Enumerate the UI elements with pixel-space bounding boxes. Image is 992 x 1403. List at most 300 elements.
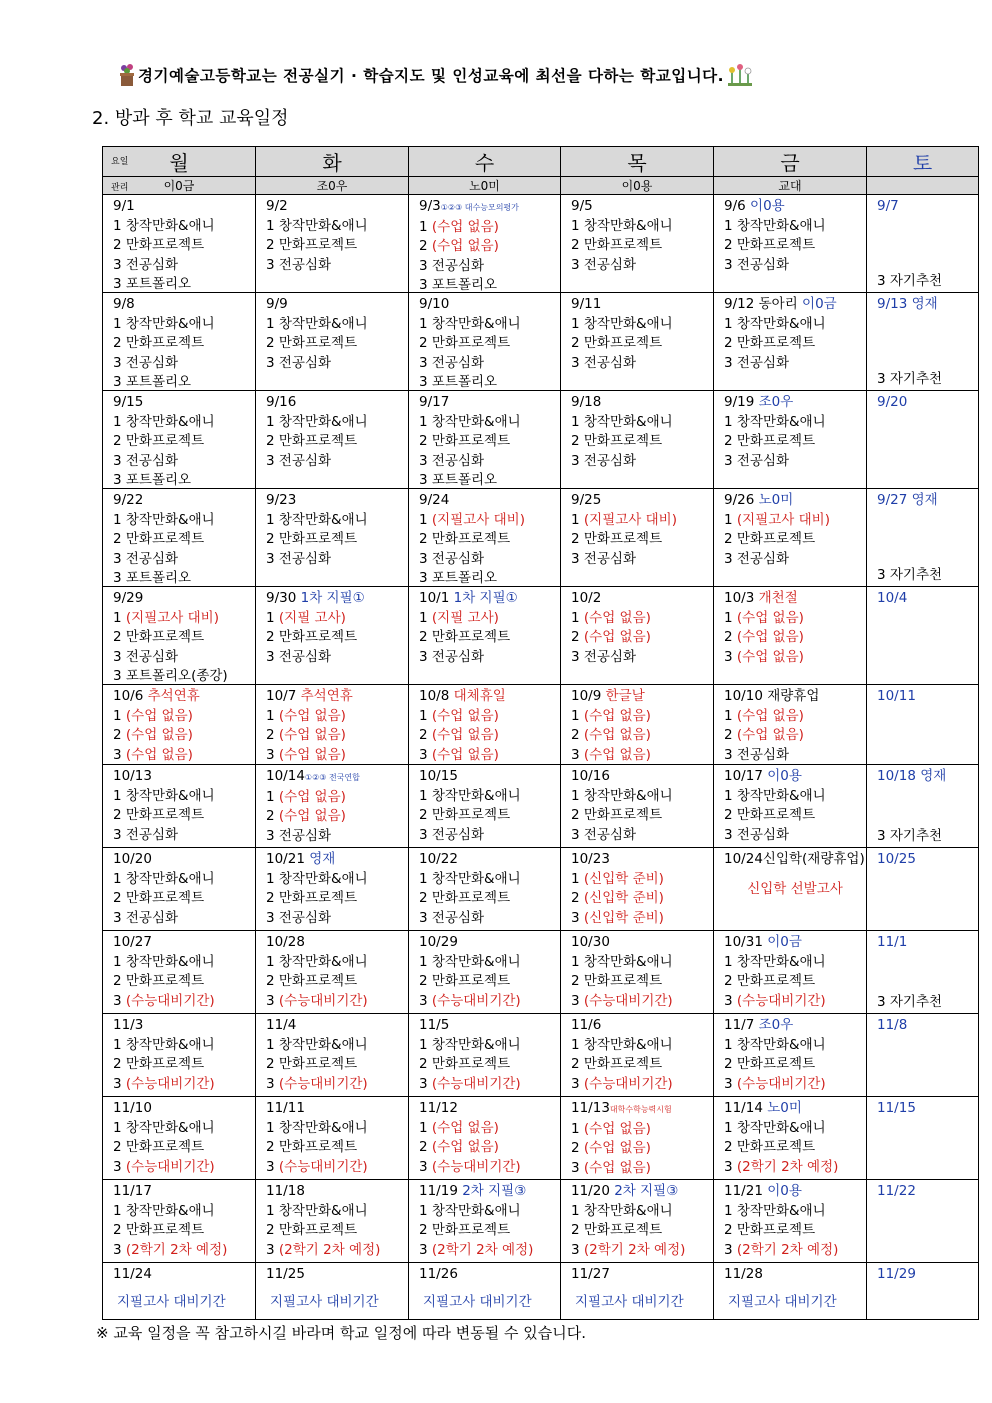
- day-cell-content: [867, 1097, 978, 1179]
- class-text: 3 전공심화: [113, 909, 179, 926]
- day-cell: [256, 848, 409, 931]
- class-line: [266, 354, 408, 374]
- class-text: 3 전공심화: [419, 257, 485, 274]
- class-line: [113, 452, 255, 472]
- day-cell: [561, 293, 714, 391]
- date-note: 조0우: [758, 394, 794, 410]
- class-line: [266, 746, 408, 766]
- class-status: (수능대비기간): [125, 1075, 215, 1092]
- day-cell-content: [256, 293, 408, 390]
- date-label: 10/17: [724, 768, 763, 784]
- week-row: [103, 848, 979, 931]
- day-cell-content: [256, 1180, 408, 1262]
- date-line: [266, 767, 408, 788]
- date-label: 11/6: [571, 1017, 602, 1033]
- week-row: [103, 1014, 979, 1097]
- class-line: [419, 909, 560, 929]
- week-row: [103, 1180, 979, 1263]
- class-text: 3: [266, 1158, 279, 1175]
- class-line: [113, 707, 255, 727]
- date-line: [419, 1099, 560, 1119]
- date-line: [113, 1016, 255, 1036]
- class-text: 3 전공심화: [266, 909, 332, 926]
- date-note: 대학수학능력시험: [609, 1105, 672, 1114]
- date-label: 9/25: [571, 492, 602, 508]
- class-line: [724, 1138, 866, 1158]
- class-line: [419, 870, 560, 890]
- day-cell-content: [409, 489, 560, 586]
- class-line: [113, 550, 255, 570]
- date-note: 이0용: [767, 768, 802, 784]
- class-line: [266, 452, 408, 472]
- date-label: 10/18 영재: [877, 768, 947, 784]
- class-text: 2 만화프로젝트: [113, 237, 205, 253]
- day-cell: [256, 1014, 409, 1097]
- date-line: [571, 767, 713, 787]
- class-text: 3: [266, 1241, 279, 1258]
- class-text: 1 창작만화&애니: [724, 787, 826, 804]
- class-text: 3: [113, 992, 126, 1009]
- class-text: 1 창작만화&애니: [113, 511, 215, 528]
- class-status: (수업 없음): [278, 808, 346, 824]
- class-line: [571, 1139, 713, 1159]
- day-cell-content: [561, 587, 713, 684]
- class-line: [571, 256, 713, 276]
- class-text: 3: [419, 1075, 432, 1092]
- class-text: 2: [419, 1139, 432, 1155]
- day-cell: [867, 587, 979, 685]
- day-cell-content: [867, 765, 978, 847]
- day-cell-content: [409, 195, 560, 292]
- class-line: [724, 354, 866, 374]
- class-line: [266, 807, 408, 827]
- class-text: 3 전공심화: [419, 826, 485, 843]
- manager-thursday: 이0용: [561, 177, 714, 195]
- date-line: [266, 1182, 408, 1202]
- date-label: 11/7: [724, 1017, 755, 1033]
- date-label: 9/3: [419, 198, 441, 214]
- date-label: 9/17: [419, 394, 450, 410]
- day-cell: [409, 1097, 561, 1180]
- class-text: 3: [419, 746, 432, 763]
- date-line: [266, 197, 408, 217]
- class-line: [266, 992, 408, 1012]
- day-cell-content: [561, 765, 713, 847]
- class-text: 1 창작만화&애니: [419, 1036, 521, 1053]
- date-line: [724, 767, 866, 787]
- class-line: [571, 354, 713, 374]
- day-cell-content: [409, 848, 560, 930]
- exam-period: 지필고사 대비기간: [728, 1293, 837, 1310]
- date-line: [571, 850, 713, 870]
- class-text: 2: [571, 890, 584, 906]
- class-text: 3 전공심화: [571, 550, 637, 567]
- class-text: 1: [571, 707, 584, 724]
- class-status: (지필 고사): [278, 609, 346, 626]
- class-line: [419, 1241, 560, 1261]
- class-line: [266, 1075, 408, 1095]
- class-text: 2: [724, 727, 737, 743]
- date-note: 노0미: [767, 1100, 802, 1116]
- class-status: (수능대비기간): [736, 1075, 826, 1092]
- day-cell-content: [867, 931, 978, 1013]
- day-cell: [103, 1014, 256, 1097]
- class-text: 1: [266, 707, 279, 724]
- date-line: [266, 1265, 408, 1285]
- date-line: [724, 1265, 866, 1285]
- date-note: 이0용: [767, 1183, 802, 1199]
- class-text: 2 만화프로젝트: [724, 1139, 816, 1155]
- date-line: [266, 1016, 408, 1036]
- class-status: (수업 없음): [736, 609, 804, 626]
- day-cell-content: [409, 1014, 560, 1096]
- manager-label: 관리: [111, 183, 129, 193]
- class-status: (수업 없음): [736, 707, 804, 724]
- class-text: 2 만화프로젝트: [419, 629, 511, 645]
- class-status: (수능대비기간): [431, 1158, 521, 1175]
- class-line: [724, 992, 866, 1012]
- class-status: (수업 없음): [736, 727, 804, 743]
- class-text: 3: [724, 1158, 737, 1175]
- class-line: [571, 972, 713, 992]
- class-line: [266, 628, 408, 648]
- date-note: 영재: [309, 851, 336, 867]
- class-text: 2 만화프로젝트: [571, 433, 663, 449]
- class-status: (수업 없음): [431, 218, 499, 235]
- class-line: [419, 550, 560, 570]
- class-line: [419, 1158, 560, 1178]
- class-line: [724, 334, 866, 354]
- class-line: [113, 315, 255, 335]
- class-text: 2 만화프로젝트: [571, 807, 663, 823]
- class-text: 3: [571, 1075, 584, 1092]
- class-line: [724, 217, 866, 237]
- class-line: [571, 1159, 713, 1179]
- week-row: [103, 293, 979, 391]
- class-text: 1 창작만화&애니: [266, 870, 368, 887]
- date-line: [266, 393, 408, 413]
- class-text: 2 만화프로젝트: [724, 335, 816, 351]
- class-text: 1 창작만화&애니: [724, 413, 826, 430]
- day-cell-content: [867, 685, 978, 764]
- date-line: [419, 393, 560, 413]
- saturday-note: 3 자기추천: [877, 370, 943, 387]
- class-line: [419, 1055, 560, 1075]
- day-cell: [714, 587, 867, 685]
- class-text: 2 만화프로젝트: [419, 433, 511, 449]
- date-label: 9/11: [571, 296, 602, 312]
- class-line: [113, 628, 255, 648]
- class-text: 1: [571, 511, 584, 528]
- class-line: [113, 1055, 255, 1075]
- day-cell-content: [256, 765, 408, 847]
- date-label: 11/4: [266, 1017, 297, 1033]
- date-line: [724, 1182, 866, 1202]
- class-text: 2: [571, 1140, 584, 1156]
- class-text: 2: [571, 629, 584, 645]
- class-text: 3: [571, 746, 584, 763]
- class-line: [113, 889, 255, 909]
- day-cell-content: [256, 1097, 408, 1179]
- day-cell: [256, 1263, 409, 1320]
- class-line: [571, 1055, 713, 1075]
- date-note: 2차 지필③: [614, 1183, 679, 1199]
- class-line: [724, 452, 866, 472]
- class-line: [113, 992, 255, 1012]
- date-label: 10/24신입학(재량휴업): [724, 851, 865, 867]
- day-cell-content: [867, 848, 978, 930]
- date-label: 9/30: [266, 590, 297, 606]
- class-text: 2 만화프로젝트: [724, 531, 816, 547]
- class-text: 1: [419, 218, 432, 235]
- class-line: [571, 550, 713, 570]
- day-cell: [561, 685, 714, 765]
- class-text: 2 만화프로젝트: [724, 1222, 816, 1238]
- class-line: [571, 826, 713, 846]
- day-cell: [561, 1263, 714, 1320]
- day-cell-content: [714, 391, 866, 488]
- class-text: 1 창작만화&애니: [571, 217, 673, 234]
- class-text: 2 만화프로젝트: [113, 973, 205, 989]
- day-cell-content: [256, 1263, 408, 1319]
- class-text: 1 창작만화&애니: [419, 870, 521, 887]
- class-line: [571, 1036, 713, 1056]
- date-label: 9/13 영재: [877, 296, 938, 312]
- class-line: [266, 413, 408, 433]
- class-text: 3 전공심화: [724, 256, 790, 273]
- week-row: [103, 765, 979, 848]
- date-line: [877, 687, 978, 707]
- class-text: 3 전공심화: [113, 452, 179, 469]
- class-text: 2 만화프로젝트: [113, 335, 205, 351]
- class-text: 1: [113, 609, 126, 626]
- class-status: (수업 없음): [278, 746, 346, 763]
- class-status: (수능대비기간): [278, 992, 368, 1009]
- class-line: [266, 1036, 408, 1056]
- date-note: 노0미: [758, 492, 794, 508]
- date-note: ①②③ 전국연합: [304, 773, 360, 782]
- date-line: [266, 1099, 408, 1119]
- date-label: 11/12: [419, 1100, 458, 1116]
- date-note: 조0우: [758, 1017, 794, 1033]
- class-line: [571, 1120, 713, 1140]
- class-line: [419, 315, 560, 335]
- class-text: 2: [113, 727, 126, 743]
- date-label: 10/23: [571, 851, 610, 867]
- week-row: [103, 587, 979, 685]
- class-text: 3 포트폴리오(종강): [113, 668, 228, 684]
- class-line: [113, 530, 255, 550]
- day-cell: [561, 1097, 714, 1180]
- date-line: [571, 491, 713, 511]
- class-text: 2: [266, 808, 279, 824]
- day-cell: [103, 587, 256, 685]
- class-status: (수업 없음): [431, 727, 499, 743]
- date-line: [113, 1265, 255, 1285]
- day-cell: [561, 1180, 714, 1263]
- date-label: 9/24: [419, 492, 450, 508]
- date-label: 11/11: [266, 1100, 305, 1116]
- day-cell-content: [256, 1014, 408, 1096]
- class-line: [113, 909, 255, 929]
- class-line: [724, 1202, 866, 1222]
- class-text: 1: [266, 788, 279, 805]
- class-line: [113, 746, 255, 766]
- date-label: 10/8: [419, 688, 450, 704]
- class-text: 2 만화프로젝트: [571, 237, 663, 253]
- class-line: [266, 707, 408, 727]
- manager-friday: 교대: [714, 177, 867, 195]
- class-line: [419, 432, 560, 452]
- day-cell: [103, 1180, 256, 1263]
- class-line: [266, 550, 408, 570]
- class-status: (2학기 2차 예정): [736, 1158, 839, 1175]
- class-text: 1: [419, 511, 432, 528]
- day-cell-content: [103, 848, 255, 930]
- exam-period: 지필고사 대비기간: [270, 1293, 379, 1310]
- class-text: 3: [571, 1241, 584, 1258]
- day-cell: [867, 1097, 979, 1180]
- class-line: [571, 217, 713, 237]
- class-line: [266, 256, 408, 276]
- date-label: 9/12 동아리: [724, 296, 798, 312]
- class-text: 3 전공심화: [419, 354, 485, 371]
- class-text: 3 전공심화: [724, 550, 790, 567]
- class-line: [724, 1241, 866, 1261]
- date-line: [113, 1099, 255, 1119]
- class-line: [266, 1138, 408, 1158]
- date-label: 11/29: [877, 1266, 916, 1282]
- date-line: [113, 767, 255, 787]
- date-line: [877, 767, 978, 787]
- day-cell: [103, 765, 256, 848]
- date-line: [266, 850, 408, 870]
- date-line: [113, 393, 255, 413]
- class-text: 2 만화프로젝트: [266, 531, 358, 547]
- class-status: (지필고사 대비): [583, 511, 677, 528]
- class-line: [419, 806, 560, 826]
- day-cell: [867, 391, 979, 489]
- date-line: [419, 767, 560, 787]
- class-line: [266, 648, 408, 668]
- date-line: [419, 491, 560, 511]
- class-line: [113, 787, 255, 807]
- class-line: [266, 530, 408, 550]
- class-line: [419, 530, 560, 550]
- date-label: 11/3: [113, 1017, 144, 1033]
- day-cell: [103, 848, 256, 931]
- day-cell-content: [714, 1097, 866, 1179]
- class-text: 2 만화프로젝트: [724, 237, 816, 253]
- date-label: 11/24: [113, 1266, 152, 1282]
- class-text: 2 만화프로젝트: [571, 335, 663, 351]
- class-text: 3 전공심화: [266, 452, 332, 469]
- class-line: [419, 889, 560, 909]
- class-line: [571, 1241, 713, 1261]
- class-text: 2: [571, 727, 584, 743]
- day-cell-content: [103, 391, 255, 488]
- class-line: [266, 1221, 408, 1241]
- date-label: 11/20: [571, 1183, 610, 1199]
- class-text: 3 전공심화: [724, 826, 790, 843]
- day-cell: [714, 1014, 867, 1097]
- class-line: [419, 452, 560, 472]
- class-text: 1 창작만화&애니: [113, 787, 215, 804]
- date-line: [571, 393, 713, 413]
- class-line: [419, 1221, 560, 1241]
- class-line: [419, 787, 560, 807]
- class-text: 2 만화프로젝트: [724, 433, 816, 449]
- day-cell-content: [561, 1180, 713, 1262]
- class-line: [419, 354, 560, 374]
- class-line: [419, 511, 560, 531]
- class-text: 2 만화프로젝트: [571, 1056, 663, 1072]
- date-line: [571, 295, 713, 315]
- day-cell-content: [561, 195, 713, 292]
- class-line: [419, 609, 560, 629]
- class-line: [724, 256, 866, 276]
- class-text: 3: [419, 1158, 432, 1175]
- class-status: (수능대비기간): [583, 992, 673, 1009]
- class-line: [724, 236, 866, 256]
- date-note: 2차 지필③: [462, 1183, 527, 1199]
- class-text: 3 포트폴리오: [419, 472, 498, 488]
- day-cell: [867, 1014, 979, 1097]
- class-text: 3 포트폴리오: [113, 570, 192, 586]
- class-line: [571, 628, 713, 648]
- class-line: [266, 1241, 408, 1261]
- class-text: 3: [724, 648, 737, 665]
- class-line: [571, 413, 713, 433]
- class-text: 3 전공심화: [266, 648, 332, 665]
- date-line: [724, 393, 866, 413]
- date-label: 9/20: [877, 394, 908, 410]
- class-line: [724, 432, 866, 452]
- class-text: 2 만화프로젝트: [419, 890, 511, 906]
- class-text: 2 만화프로젝트: [266, 629, 358, 645]
- class-text: 3: [113, 1158, 126, 1175]
- class-line: [724, 1158, 866, 1178]
- class-line: [724, 550, 866, 570]
- date-note: 개천절: [758, 590, 798, 606]
- class-text: 1 창작만화&애니: [571, 413, 673, 430]
- class-line: [724, 726, 866, 746]
- date-label: 11/8: [877, 1017, 908, 1033]
- class-line: [266, 972, 408, 992]
- class-text: 1 창작만화&애니: [266, 315, 368, 332]
- class-text: 1: [724, 609, 737, 626]
- date-line: [419, 589, 560, 609]
- class-line: [571, 648, 713, 668]
- class-text: 2 만화프로젝트: [419, 807, 511, 823]
- class-text: 3: [113, 746, 126, 763]
- class-status: (수업 없음): [583, 727, 651, 743]
- class-text: 1 창작만화&애니: [113, 217, 215, 234]
- class-text: 3 전공심화: [419, 648, 485, 665]
- class-line: [113, 806, 255, 826]
- day-cell-content: [409, 765, 560, 847]
- day-cell: [867, 931, 979, 1014]
- class-line: [419, 648, 560, 668]
- day-cell: [103, 931, 256, 1014]
- date-line: [113, 1182, 255, 1202]
- date-line: [877, 933, 978, 953]
- day-cell: [714, 391, 867, 489]
- week-row: [103, 391, 979, 489]
- day-cell: [561, 1014, 714, 1097]
- week-row: [103, 1097, 979, 1180]
- date-line: [419, 197, 560, 218]
